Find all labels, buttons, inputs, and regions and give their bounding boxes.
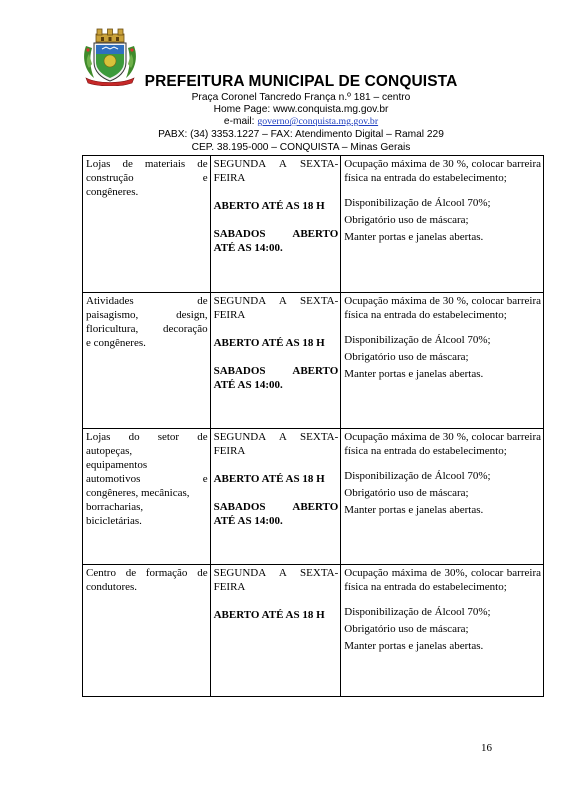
measure-item: Disponibilização de Álcool 70%; xyxy=(344,334,491,346)
activity-line: floricultura, decoração xyxy=(86,323,208,335)
measures-cell xyxy=(341,565,544,697)
cep-line: CEP. 38.195-000 – CONQUISTA – Minas Gerais xyxy=(191,142,411,153)
schedule-days-line: FEIRA xyxy=(213,309,246,321)
activity-line: autopeças, xyxy=(86,445,133,457)
activities-table xyxy=(82,155,544,697)
institution-title: PREFEITURA MUNICIPAL DE CONQUISTA xyxy=(144,73,458,90)
email-link[interactable]: governo@conquista.mg.gov.br xyxy=(257,116,379,127)
activity-line: Lojas de materiais de xyxy=(86,158,208,170)
schedule-days-line: FEIRA xyxy=(213,581,246,593)
measure-item: Obrigatório uso de máscara; xyxy=(344,214,469,226)
measures-cell xyxy=(341,156,544,293)
homepage-url: www.conquista.mg.gov.br xyxy=(273,104,389,115)
activity-line: equipamentos xyxy=(86,459,148,471)
activity-line: Centro de formação de xyxy=(86,567,208,579)
phone-line: PABX: (34) 3353.1227 – FAX: Atendimento Digital – Ramal 229 xyxy=(158,129,444,140)
schedule-days-line: SEGUNDA A SEXTA- xyxy=(213,567,339,579)
table-row xyxy=(83,293,544,429)
schedule-open: ABERTO ATÉ AS 18 H xyxy=(213,609,325,621)
activity-line: congêneres, mecânicas, xyxy=(86,487,190,499)
measure-item: Manter portas e janelas abertas. xyxy=(344,231,484,243)
schedule-open: ABERTO ATÉ AS 18 H xyxy=(213,473,325,485)
activity-line: borracharias, xyxy=(86,501,144,513)
activity-cell xyxy=(83,293,211,429)
schedule-days-line: FEIRA xyxy=(213,445,246,457)
measure-item: Disponibilização de Álcool 70%; xyxy=(344,606,491,618)
activity-line: bicicletárias. xyxy=(86,515,142,527)
table-row xyxy=(83,565,544,697)
measure-item: Obrigatório uso de máscara; xyxy=(344,623,469,635)
schedule-days-line: SEGUNDA A SEXTA- xyxy=(213,295,339,307)
schedule-saturday-line: ATÉ AS 14:00. xyxy=(213,515,283,527)
schedule-cell xyxy=(210,156,341,293)
schedule-days-line: SEGUNDA A SEXTA- xyxy=(213,158,339,170)
measures-intro: Ocupação máxima de 30 %, colocar barreira física na entrada do estabelecimento; xyxy=(344,295,541,321)
homepage-label: Home Page: xyxy=(213,104,271,115)
measure-item: Manter portas e janelas abertas. xyxy=(344,640,484,652)
measure-item: Obrigatório uso de máscara; xyxy=(344,487,469,499)
measures-intro: Ocupação máxima de 30 %, colocar barreira física na entrada do estabelecimento; xyxy=(344,158,541,184)
activity-cell xyxy=(83,429,211,565)
activity-cell xyxy=(83,565,211,697)
measure-item: Disponibilização de Álcool 70%; xyxy=(344,197,491,209)
schedule-cell xyxy=(210,429,341,565)
email-label: e-mail: xyxy=(223,116,255,127)
activity-line: construção e xyxy=(86,172,208,184)
measures-intro: Ocupação máxima de 30%, colocar barreira física na entrada do estabelecimento; xyxy=(344,567,541,593)
schedule-saturday-line: SABADOS ABERTO xyxy=(213,228,339,240)
schedule-saturday-line: ATÉ AS 14:00. xyxy=(213,379,283,391)
activity-line: Atividades de xyxy=(86,295,208,307)
table-row xyxy=(83,429,544,565)
schedule-cell xyxy=(210,565,341,697)
schedule-saturday-line: SABADOS ABERTO xyxy=(213,501,339,513)
measure-item: Manter portas e janelas abertas. xyxy=(344,368,484,380)
address-line: Praça Coronel Tancredo França n.º 181 – centro xyxy=(191,92,411,103)
page-number: 16 xyxy=(481,742,492,754)
activity-line: e congêneres. xyxy=(86,337,146,349)
email-line xyxy=(120,116,482,128)
schedule-days-line: SEGUNDA A SEXTA- xyxy=(213,431,339,443)
schedule-cell xyxy=(210,293,341,429)
measure-item: Manter portas e janelas abertas. xyxy=(344,504,484,516)
measures-cell xyxy=(341,429,544,565)
schedule-days-line: FEIRA xyxy=(213,172,246,184)
mural-crown-icon xyxy=(96,29,124,42)
measure-item: Disponibilização de Álcool 70%; xyxy=(344,470,491,482)
measures-cell xyxy=(341,293,544,429)
schedule-saturday-line: ATÉ AS 14:00. xyxy=(213,242,283,254)
schedule-saturday-line: SABADOS ABERTO xyxy=(213,365,339,377)
measures-intro: Ocupação máxima de 30 %, colocar barreira física na entrada do estabelecimento; xyxy=(344,431,541,457)
activity-line: automotivos e xyxy=(86,473,208,485)
activity-line: paisagismo, design, xyxy=(86,309,208,321)
schedule-open: ABERTO ATÉ AS 18 H xyxy=(213,200,325,212)
table-row xyxy=(83,156,544,293)
measure-item: Obrigatório uso de máscara; xyxy=(344,351,469,363)
homepage-line xyxy=(120,104,482,116)
schedule-open: ABERTO ATÉ AS 18 H xyxy=(213,337,325,349)
activity-line: Lojas do setor de xyxy=(86,431,208,443)
activity-line: condutores. xyxy=(86,581,138,593)
activity-line: congêneres. xyxy=(86,186,139,198)
activity-cell xyxy=(83,156,211,293)
